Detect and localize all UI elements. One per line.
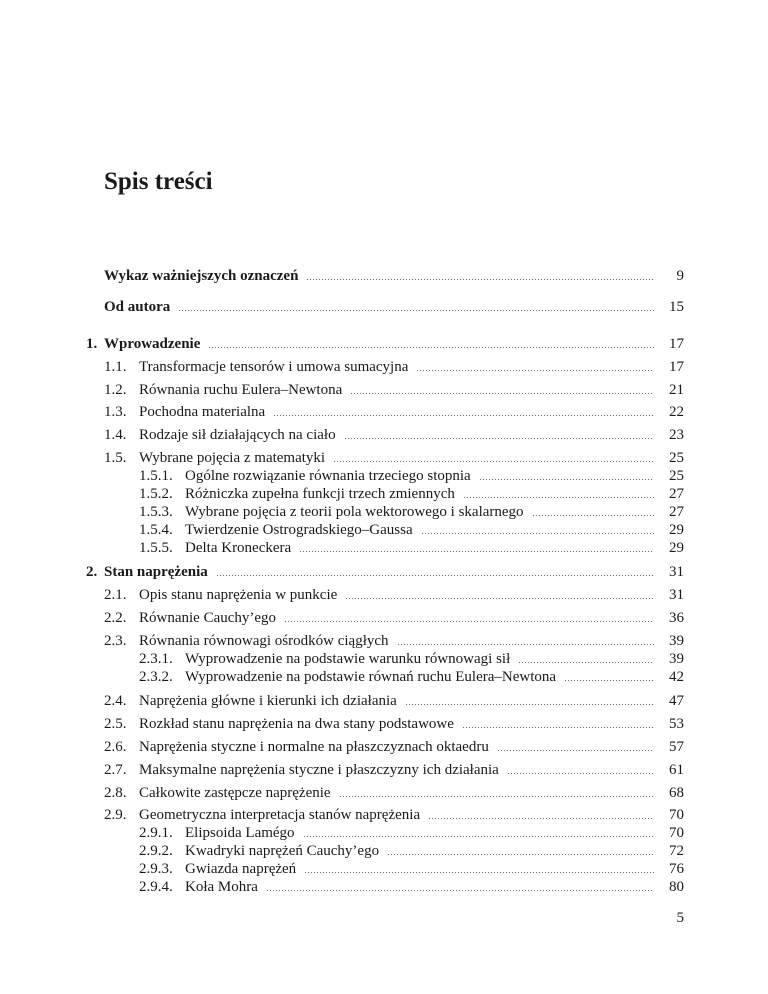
toc-entry-page: 61	[669, 762, 684, 778]
toc-entry-title: Wprowadzenie	[104, 336, 201, 352]
toc-entry-title: Pochodna materialna	[139, 404, 266, 420]
toc-entry-title: Geometryczna interpretacja stanów naprężenia	[139, 807, 421, 823]
toc-chapter[interactable]	[0, 334, 768, 354]
toc-section[interactable]	[0, 737, 768, 757]
toc-entry-page: 57	[669, 739, 684, 755]
dot-leader	[564, 670, 654, 682]
toc-entry-title: Wybrane pojęcia z matematyki	[139, 450, 326, 466]
toc-entry-number: 1.5.3.	[139, 504, 173, 520]
dot-leader	[344, 428, 654, 440]
toc-entry-number: 2.2.	[104, 610, 127, 626]
toc-subsection[interactable]	[0, 877, 768, 897]
dot-leader	[178, 300, 654, 312]
toc-entry-title: Koła Mohra	[185, 879, 258, 895]
toc-entry-page: 23	[669, 427, 684, 443]
dot-leader	[216, 565, 654, 577]
toc-entry-title: Od autora	[104, 299, 171, 315]
dot-leader	[532, 505, 654, 517]
toc-entry-number: 2.4.	[104, 693, 127, 709]
toc-entry-number: 1.2.	[104, 382, 127, 398]
toc-entry-page: 31	[669, 564, 684, 580]
toc-entry-number: 1.5.4.	[139, 522, 173, 538]
toc-entry-page: 29	[669, 522, 684, 538]
toc-entry-number: 2.9.3.	[139, 861, 173, 877]
toc-entry-page: 70	[669, 825, 684, 841]
toc-section[interactable]	[0, 402, 768, 422]
toc-entry-number: 2.9.4.	[139, 879, 173, 895]
dot-leader	[303, 826, 654, 838]
toc-subsection[interactable]	[0, 667, 768, 687]
toc-entry-title: Równania ruchu Eulera–Newtona	[139, 382, 343, 398]
toc-section[interactable]	[0, 783, 768, 803]
dot-leader	[299, 541, 654, 553]
toc-entry-page: 47	[669, 693, 684, 709]
toc-entry-page: 39	[669, 651, 684, 667]
dot-leader	[339, 786, 654, 798]
dot-leader	[345, 588, 654, 600]
toc-entry-number: 2.8.	[104, 785, 127, 801]
toc-entry-number: 2.9.2.	[139, 843, 173, 859]
toc-entry-title: Gwiazda naprężeń	[185, 861, 297, 877]
page-title: Spis treści	[104, 168, 213, 195]
toc-entry-number: 2.6.	[104, 739, 127, 755]
dot-leader	[497, 740, 654, 752]
toc-entry-page: 68	[669, 785, 684, 801]
toc-subsection[interactable]	[0, 502, 768, 522]
toc-subsection[interactable]	[0, 538, 768, 558]
dot-leader	[405, 694, 654, 706]
toc-entry-title: Wykaz ważniejszych oznaczeń	[104, 268, 299, 284]
toc-section[interactable]	[0, 380, 768, 400]
toc-entry-page: 42	[669, 669, 684, 685]
toc-entry-number: 1.5.2.	[139, 486, 173, 502]
toc-entry-page: 31	[669, 587, 684, 603]
dot-leader	[462, 717, 654, 729]
toc-entry-page: 9	[676, 268, 684, 284]
toc-entry-title: Kwadryki naprężeń Cauchy’ego	[185, 843, 380, 859]
page-number: 5	[676, 910, 684, 926]
toc-entry-page: 76	[669, 861, 684, 877]
toc-chapter[interactable]	[0, 562, 768, 582]
toc-subsection[interactable]	[0, 841, 768, 861]
toc-entry-page: 39	[669, 633, 684, 649]
toc-entry-page: 22	[669, 404, 684, 420]
toc-section[interactable]	[0, 714, 768, 734]
toc-entry-title: Opis stanu naprężenia w punkcie	[139, 587, 338, 603]
toc-subsection[interactable]	[0, 823, 768, 843]
toc-entry[interactable]	[0, 266, 768, 286]
dot-leader	[306, 269, 654, 281]
toc-entry-page: 17	[669, 336, 684, 352]
toc-entry-number: 1.4.	[104, 427, 127, 443]
toc-entry-title: Rodzaje sił działających na ciało	[139, 427, 336, 443]
dot-leader	[428, 808, 654, 820]
toc-entry-number: 2.7.	[104, 762, 127, 778]
toc-entry-page: 25	[669, 450, 684, 466]
dot-leader	[304, 862, 654, 874]
toc-entry-number: 1.3.	[104, 404, 127, 420]
toc-entry-title: Elipsoida Lamégo	[185, 825, 295, 841]
dot-leader	[479, 469, 654, 481]
toc-entry-title: Wyprowadzenie na podstawie równań ruchu Eulera–Newtona	[185, 669, 557, 685]
toc-entry-title: Delta Kroneckera	[185, 540, 292, 556]
toc-entry-title: Twierdzenie Ostrogradskiego–Gaussa	[185, 522, 413, 538]
toc-entry-title: Równanie Cauchy’ego	[139, 610, 277, 626]
toc-entry-number: 2.9.	[104, 807, 127, 823]
dot-leader	[387, 844, 654, 856]
toc-entry-title: Maksymalne naprężenia styczne i płaszczyzny ich działania	[139, 762, 499, 778]
toc-entry-page: 36	[669, 610, 684, 626]
toc-section[interactable]	[0, 608, 768, 628]
dot-leader	[350, 383, 654, 395]
dot-leader	[518, 652, 654, 664]
toc-section[interactable]	[0, 448, 768, 468]
toc-entry-page: 25	[669, 468, 684, 484]
toc-entry-title: Wyprowadzenie na podstawie warunku równowagi sił	[185, 651, 511, 667]
toc-subsection[interactable]	[0, 484, 768, 504]
toc-entry-number: 1.5.5.	[139, 540, 173, 556]
toc-section[interactable]	[0, 760, 768, 780]
toc-entry-title: Równania równowagi ośrodków ciągłych	[139, 633, 389, 649]
toc-entry-number: 1.5.1.	[139, 468, 173, 484]
dot-leader	[463, 487, 654, 499]
toc-entry-number: 1.	[86, 336, 98, 352]
toc-entry-title: Stan naprężenia	[104, 564, 208, 580]
toc-entry-page: 21	[669, 382, 684, 398]
toc-entry-number: 2.9.1.	[139, 825, 173, 841]
dot-leader	[333, 451, 654, 463]
toc-entry-number: 2.3.2.	[139, 669, 173, 685]
toc-entry-page: 70	[669, 807, 684, 823]
toc-entry-page: 29	[669, 540, 684, 556]
toc-subsection[interactable]	[0, 859, 768, 879]
toc-entry-number: 1.1.	[104, 359, 127, 375]
toc-entry-page: 15	[669, 299, 684, 315]
toc-entry-page: 17	[669, 359, 684, 375]
toc-entry-page: 53	[669, 716, 684, 732]
toc-entry-title: Naprężenia styczne i normalne na płaszczyznach oktaedru	[139, 739, 489, 755]
toc-entry-title: Różniczka zupełna funkcji trzech zmiennych	[185, 486, 455, 502]
dot-leader	[266, 880, 654, 892]
toc-entry-title: Całkowite zastępcze naprężenie	[139, 785, 331, 801]
toc-entry-number: 2.3.	[104, 633, 127, 649]
toc-section[interactable]	[0, 357, 768, 377]
dot-leader	[273, 405, 654, 417]
dot-leader	[397, 634, 654, 646]
toc-subsection[interactable]	[0, 520, 768, 540]
toc-section[interactable]	[0, 585, 768, 605]
toc-entry-number: 2.	[86, 564, 98, 580]
toc-entry-number: 2.5.	[104, 716, 127, 732]
toc-entry-page: 72	[669, 843, 684, 859]
toc-subsection[interactable]	[0, 466, 768, 486]
toc-section[interactable]	[0, 631, 768, 651]
toc-entry-number: 1.5.	[104, 450, 127, 466]
toc-entry-page: 80	[669, 879, 684, 895]
dot-leader	[416, 360, 654, 372]
toc-section[interactable]	[0, 691, 768, 711]
toc-entry-title: Naprężenia główne i kierunki ich działania	[139, 693, 397, 709]
toc-section[interactable]	[0, 805, 768, 825]
dot-leader	[421, 523, 654, 535]
toc-entry-number: 2.3.1.	[139, 651, 173, 667]
dot-leader	[284, 611, 654, 623]
toc-entry-page: 27	[669, 486, 684, 502]
toc-entry-title: Rozkład stanu naprężenia na dwa stany podstawowe	[139, 716, 454, 732]
toc-entry-title: Ogólne rozwiązanie równania trzeciego stopnia	[185, 468, 471, 484]
dot-leader	[507, 763, 654, 775]
toc-entry[interactable]	[0, 297, 768, 317]
toc-entry-title: Transformacje tensorów i umowa sumacyjna	[139, 359, 409, 375]
toc-entry-number: 2.1.	[104, 587, 127, 603]
toc-entry-title: Wybrane pojęcia z teorii pola wektorowego i skalarnego	[185, 504, 524, 520]
toc-entry-page: 27	[669, 504, 684, 520]
toc-section[interactable]	[0, 425, 768, 445]
toc-subsection[interactable]	[0, 649, 768, 669]
dot-leader	[208, 337, 654, 349]
